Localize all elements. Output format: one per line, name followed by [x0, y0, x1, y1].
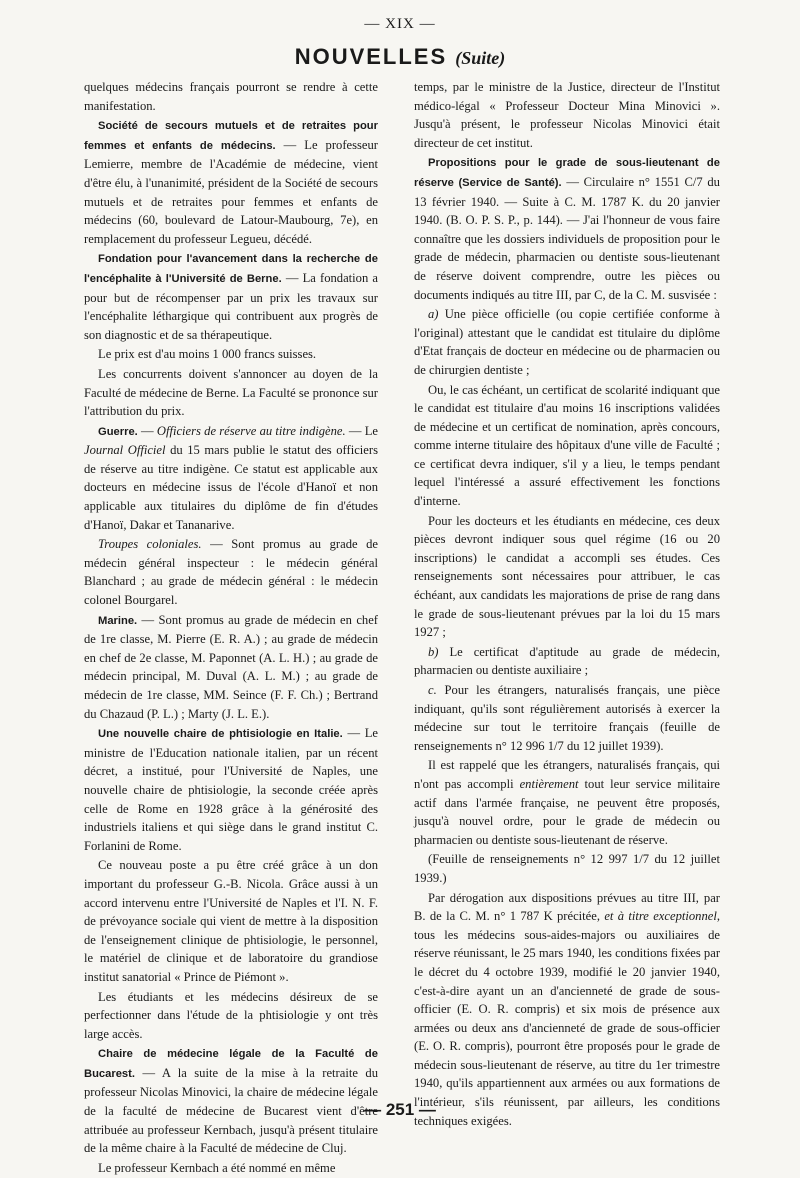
paragraph: Le prix est d'au moins 1 000 francs suisses. [98, 347, 317, 362]
article-societe-secours: Société de secours mutuels et de retraites pour femmes et enfants de médecins. — Le professeur Lemierre, membre de l'Académie de médecine, vient d'être élu, à l'unanimité, président de la Société de secours mutuels et de retraites pour femmes et enfants de médecins (60, boulevard de Latour-Maubourg, 7e), en remplacement du professeur Legueu, décédé. [84, 120, 378, 246]
right-column [414, 78, 720, 1131]
paragraph: Pour les docteurs et les étudiants en médecine, ces deux pièces devront indiquer sous quel régime (16 ou 20 inscriptions) le candidat a accompli ses études. Ces renseignements sont nécessaires pour attribuer, le cas échéant, aux candidats les majorations de prise de rang dans le grade de sous-lieutenant prévues par la loi du 15 mars 1927 ; [414, 513, 720, 640]
page-title [0, 44, 800, 70]
list-item: a) Une pièce officielle (ou copie certifiée conforme à l'original) attestant que le candidat est titulaire du diplôme d'Etat français de docteur en médecine ou de pharmacien ou de chirurgien dentiste ; [414, 307, 720, 377]
article-fondation-berne: Fondation pour l'avancement dans la recherche de l'encéphalite à l'Université de Berne. — La fondation a pour but de récompenser par un prix les travaux sur l'encéphalite léthargique qui contribuent aux progrès de son diagnostic et de sa thérapeutique. [84, 253, 379, 342]
article-marine: Marine. — Sont promus au grade de médecin en chef de 1re classe, M. Pierre (E. R. A.) ; au grade de médecin en chef de 2e classe, M. Paponnet (A. L. H.) ; au grade de médecin principal, M. Duval (A. L. M.) ; au grade de médecin de 1re classe, MM. Seince (F. F. Ch.) ; Bertrand du Chazaud (P. L.) ; Marty (J. L. E.). [84, 612, 378, 721]
page-number: — 251 — [364, 1100, 436, 1119]
list-item: c. Pour les étrangers, naturalisés français, une pièce indiquant, qu'ils sont régulièrement autorisés à exercer la médecine sur tout le territoire français (feuille de renseignements n° 12 996 1/7 du 12 juillet 1939). [414, 683, 720, 753]
paragraph: Ce nouveau poste a pu être créé grâce à un don important du professeur G.-B. Nicola. Grâce aussi à un accord intervenu entre l'Université de Naples et l'I. N. F. de prévoyance sociale qui vient de mettre à la disposition de l'enseignement clinique de phtisiologie, le personnel, le matériel de clinique et de laboratoire du grandiose institut sanatorial « Prince de Piémont ». [84, 858, 378, 984]
article-title: Propositions pour le grade de sous-lieutenant de réserve (Service de Santé). [414, 157, 720, 189]
paragraph: Ou, le cas échéant, un certificat de scolarité indiquant que le candidat est titulaire d'au moins 16 inscriptions validées de médecine et un certificat de nomination, après concours, comme interne titulaire des hôpitaux d'une ville de Faculté ; ce certificat devra indiquer, s'il y a lieu, le temps pendant lequel l'intéressé a assuré effectivement les fonctions d'interne. [414, 382, 720, 509]
paragraph: temps, par le ministre de la Justice, directeur de l'Institut médico-légal « Professeur Docteur Mina Minovici ». Jusqu'à présent, le professeur Nicolas Minovici était directeur de cet institut. [414, 80, 720, 150]
page-roman-numeral: — XIX — [364, 16, 436, 32]
article-guerre: Guerre. — Officiers de réserve au titre indigène. — Le Journal Officiel du 15 mars publie le statut des officiers de réserve au titre indigène. Ce statut est applicable aux docteurs en médecine issus de l'école d'Hanoï et non applicable aux titulaires du diplôme de fin d'études d'Hanoï, Dakar et Tananarive. [84, 423, 379, 532]
article-chaire-bucarest: Chaire de médecine légale de la Faculté de Bucarest. — A la suite de la mise à la retraite du professeur Nicolas Minovici, la chaire de médecine légale de la faculté de médecine de Bucarest vient d'être attribuée au professeur Kernbach, jusqu'à présent titulaire de la même chaire à la Faculté de médecine de Cluj. [84, 1048, 378, 1156]
article-title: Fondation pour l'avancement dans la recherche de l'encéphalite à l'Université de Berne. [84, 253, 378, 285]
paragraph: Par dérogation aux dispositions prévues au titre III, par B. de la C. M. n° 1 787 K précitée, et à titre exceptionnel, tous les médecins sous-aides-majors ou auxiliaires de réserve réunissant, le 25 mars 1940, les conditions fixées par le décret du 4 octobre 1939, modifié le 20 janvier 1940, c'est-à-dire ayant un an d'ancienneté de grade de sous-officier (E. O. R. compris) et six mois de présence aux armées ou deux ans d'ancienneté de grade de sous-officier (E. O. R. compris), pourront être proposés pour le grade de médecin sous-lieutenant de réserve, au titre du 1er trimestre 1940, qu'ils appartiennent aux armées ou aux formations de l'intérieur, s'ils réunissent, par ailleurs, les conditions techniques exigées. [414, 890, 721, 1128]
title-suite: (Suite) [455, 48, 506, 68]
paragraph: (Feuille de renseignements n° 12 997 1/7 du 12 juillet 1939.) [414, 852, 720, 885]
paragraph: Les concurrents doivent s'annoncer au doyen de la Faculté de médecine de Berne. La Faculté se prononce sur l'attribution du prix. [84, 366, 378, 419]
paragraph: Le professeur Kernbach a été nommé en même [98, 1160, 336, 1175]
article-title: Guerre. [98, 425, 138, 438]
article-title: Société de secours mutuels et de retraites pour femmes et enfants de médecins. [84, 120, 378, 152]
paragraph: Il est rappelé que les étrangers, naturalisés français, qui n'ont pas accompli entièrement tout leur service militaire actif dans l'armée française, ne peuvent être proposés, jusqu'à nouvel ordre, pour le grade de médecin ou pharmacien ou dentiste sous-lieutenant de réserve. [414, 758, 720, 847]
paragraph: Troupes coloniales. — Sont promus au grade de médecin général inspecteur : le médecin général Blanchard ; au grade de médecin général : le médecin colonel Bourgarel. [84, 537, 378, 608]
article-propositions-sous-lieutenant: Propositions pour le grade de sous-lieutenant de réserve (Service de Santé). — Circulaire n° 1551 C/7 du 13 février 1940. — Suite à C. M. 1787 K. du 20 janvier 1940. (B. O. P. S. P., p. 144). — J'ai l'honneur de vous faire connaître que les dossiers individuels de proposition pour le grade de médecin, pharmacien ou dentiste sous-lieutenant de réserve doivent comprendre, outre les pièces ou documents indiqués au titre III, par C, de la C. M. susvisée : [414, 157, 720, 302]
left-column [84, 78, 378, 1178]
article-title: Chaire de médecine légale de la Faculté de Bucarest. [84, 1048, 378, 1080]
article-title: Marine. [98, 614, 138, 627]
list-item: b) Le certificat d'aptitude au grade de médecin, pharmacien ou dentiste auxiliaire ; [414, 644, 720, 678]
article-chaire-phtisiologie: Une nouvelle chaire de phtisiologie en Italie. — Le ministre de l'Education nationale italien, par un récent décret, a institué, pour l'Université de Naples, une nouvelle chaire de phtisiologie, la seconde créée après celle de Rome en 1928 grâce à la générosité des industriels italiens et qui siège dans le grand institut C. Forlanini de Rome. [84, 726, 378, 853]
paragraph: Les étudiants et les médecins désireux de se perfectionner dans l'étude de la phtisiologie y ont très large accès. [84, 989, 378, 1041]
paragraph: quelques médecins français pourront se rendre à cette manifestation. [84, 80, 378, 113]
title-text: NOUVELLES [294, 44, 448, 69]
article-title: Une nouvelle chaire de phtisiologie en Italie. [98, 728, 343, 741]
